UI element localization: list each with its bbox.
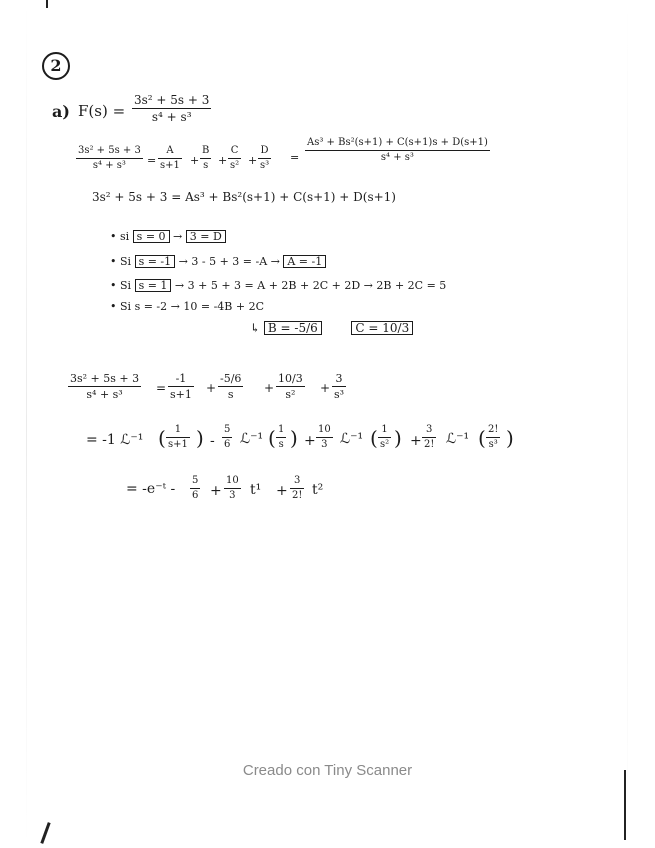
laplace-paren-close-4: ) xyxy=(506,426,514,450)
laplace-coef-4-den: 2! xyxy=(424,439,435,451)
pf-plus-3: + xyxy=(248,154,258,167)
fraction-bar xyxy=(76,158,143,159)
laplace-arg-3-den: s² xyxy=(380,439,390,451)
decomp-plus-2: + xyxy=(264,381,275,395)
laplace-op-2: ℒ⁻¹ xyxy=(240,431,264,447)
laplace-arg-3 xyxy=(378,425,391,450)
laplace-coef-3-den: 3 xyxy=(321,439,328,451)
final-coef-2-den: 3 xyxy=(229,490,236,502)
laplace-paren-open-1: ( xyxy=(158,426,166,450)
case-bullet: • xyxy=(110,300,117,313)
corner-mark-right xyxy=(624,770,626,840)
laplace-coef-2-num: 5 xyxy=(224,424,231,435)
laplace-start: = -1 ℒ⁻¹ xyxy=(86,432,144,448)
corner-mark-top xyxy=(46,0,48,8)
case-prefix: Si xyxy=(120,279,132,292)
pf-term-b xyxy=(200,146,211,171)
laplace-arg-4 xyxy=(486,425,500,450)
final-t2: t² xyxy=(312,482,324,498)
case-bullet: • xyxy=(110,279,117,292)
laplace-arg-4-den: s³ xyxy=(488,439,498,451)
case-condition: s = 1 xyxy=(135,279,172,292)
pf-rhs-denominator: s⁴ + s³ xyxy=(380,152,414,164)
pf-plus-2: + xyxy=(218,154,228,167)
fraction-bar xyxy=(305,150,490,151)
laplace-arg-2-num: 1 xyxy=(278,424,285,435)
laplace-arg-3-num: 1 xyxy=(381,424,388,435)
fraction-bar xyxy=(132,108,211,109)
laplace-plus-1: + xyxy=(304,433,316,449)
case-bullet: • xyxy=(110,255,117,268)
decomp-plus-3: + xyxy=(320,381,331,395)
decomp-equals: = xyxy=(156,381,167,395)
fraction-bar xyxy=(276,386,305,387)
function-denominator: s⁴ + s³ xyxy=(151,110,192,125)
function-numerator: 3s² + 5s + 3 xyxy=(134,93,210,107)
case-row xyxy=(110,279,446,292)
pf-term-c-den: s² xyxy=(230,160,240,172)
final-coef-3-den: 2! xyxy=(292,490,303,502)
fraction-bar xyxy=(224,488,241,489)
function-lhs: F(s) = xyxy=(78,102,126,120)
case-condition: s = -1 xyxy=(135,255,176,268)
function-fraction xyxy=(132,94,211,123)
case-work: 3 + 5 + 3 = A + 2B + 2C + 2D → 2B + 2C = 5 xyxy=(187,279,447,292)
decomp-lhs-num: 3s² + 5s + 3 xyxy=(70,372,140,385)
pf-term-b-den: s xyxy=(203,160,209,172)
final-coef-3 xyxy=(290,476,304,501)
laplace-op-3: ℒ⁻¹ xyxy=(340,431,364,447)
fraction-bar xyxy=(276,437,286,438)
pf-lhs-numerator: 3s² + 5s + 3 xyxy=(78,145,141,156)
scan-left-edge xyxy=(26,0,27,848)
decomp-term-2-den: s xyxy=(227,388,234,402)
final-coef-2-num: 10 xyxy=(226,475,239,486)
pf-term-c-num: C xyxy=(230,145,239,156)
polynomial-identity: 3s² + 5s + 3 = As³ + Bs²(s+1) + C(s+1) + D(s+1) xyxy=(92,190,396,204)
laplace-arg-1-num: 1 xyxy=(174,424,182,435)
laplace-arg-1-den: s+1 xyxy=(168,439,188,451)
laplace-paren-close-1: ) xyxy=(196,426,204,450)
pf-lhs-denominator: s⁴ + s³ xyxy=(92,160,126,172)
laplace-coef-3 xyxy=(316,425,333,450)
pf-plus-1: + xyxy=(190,154,200,167)
final-coef-2 xyxy=(224,476,241,501)
case-row xyxy=(110,301,264,312)
decomp-plus-1: + xyxy=(206,381,217,395)
final-coef-1-den: 6 xyxy=(192,490,199,502)
part-label: a) xyxy=(52,102,70,121)
final-start: = -e⁻ᵗ - xyxy=(126,481,176,497)
case-arrow: → xyxy=(173,230,183,243)
laplace-arg-1 xyxy=(166,425,190,450)
case-condition: s = -2 xyxy=(134,300,168,313)
fraction-bar xyxy=(190,488,200,489)
laplace-coef-2 xyxy=(222,425,232,450)
case-row xyxy=(110,230,226,243)
case-prefix: Si xyxy=(120,255,132,268)
decomp-term-3-num: 10/3 xyxy=(278,372,303,385)
case-row xyxy=(110,255,326,268)
laplace-coef-4-num: 3 xyxy=(426,424,433,435)
laplace-arg-4-num: 2! xyxy=(488,424,499,435)
fraction-bar xyxy=(486,437,500,438)
case-arrow: → xyxy=(170,300,180,313)
case-bullet: • xyxy=(110,230,117,243)
final-coef-1-num: 5 xyxy=(192,475,199,486)
pf-term-d-num: D xyxy=(260,145,269,156)
pf-rhs-numerator: As³ + Bs²(s+1) + C(s+1)s + D(s+1) xyxy=(307,137,488,148)
decomp-term-1-num: -1 xyxy=(175,372,187,385)
fraction-bar xyxy=(218,386,243,387)
laplace-coef-4 xyxy=(422,425,436,450)
fraction-bar xyxy=(422,437,436,438)
problem-number xyxy=(42,52,70,80)
result-arrow: ↳ xyxy=(250,321,261,335)
decomp-term-3-den: s² xyxy=(285,388,296,402)
case-arrow: → xyxy=(178,255,188,268)
decomp-term-1-den: s+1 xyxy=(170,388,192,402)
pf-equals-1: = xyxy=(147,154,157,167)
laplace-minus: - xyxy=(210,433,215,449)
pf-term-a-den: s+1 xyxy=(160,160,180,172)
laplace-op-4: ℒ⁻¹ xyxy=(446,431,470,447)
fraction-bar xyxy=(200,158,211,159)
fraction-bar xyxy=(290,488,304,489)
fraction-bar xyxy=(332,386,346,387)
laplace-coef-3-num: 10 xyxy=(318,424,331,435)
case-result: 3 = D xyxy=(186,230,226,243)
scanner-watermark: Creado con Tiny Scanner xyxy=(242,762,413,779)
case-work: 3 - 5 + 3 = -A → xyxy=(191,255,280,268)
pf-lhs-fraction xyxy=(76,146,143,171)
decomp-lhs-den: s⁴ + s³ xyxy=(86,388,123,402)
decomp-lhs xyxy=(68,373,141,400)
pf-term-a xyxy=(158,146,182,171)
laplace-paren-open-2: ( xyxy=(268,426,276,450)
final-coef-3-num: 3 xyxy=(294,475,301,486)
final-t1: t¹ xyxy=(250,482,262,498)
pf-equals-2: = xyxy=(290,151,300,164)
laplace-coef-2-den: 6 xyxy=(224,439,231,451)
laplace-paren-close-2: ) xyxy=(290,426,298,450)
pf-term-d-den: s³ xyxy=(260,160,270,172)
pf-term-d xyxy=(258,146,271,171)
case-arrow: → xyxy=(174,279,185,292)
fraction-bar xyxy=(222,437,232,438)
fraction-bar xyxy=(68,386,141,387)
case-prefix: si xyxy=(120,230,130,243)
fraction-bar xyxy=(378,437,391,438)
case-work: 10 = -4B + 2C xyxy=(183,300,264,313)
decomp-term-1 xyxy=(168,373,194,400)
final-plus-2: + xyxy=(276,483,288,499)
laplace-paren-close-3: ) xyxy=(394,426,402,450)
pf-rhs-fraction xyxy=(305,138,490,163)
c-coefficient: C = 10/3 xyxy=(351,321,413,335)
pf-term-a-num: A xyxy=(166,145,174,156)
case-prefix: Si xyxy=(120,300,132,313)
coefficient-results xyxy=(250,321,413,335)
pf-term-c xyxy=(228,146,241,171)
corner-mark-bottom xyxy=(40,822,50,844)
decomp-term-3 xyxy=(276,373,305,400)
decomp-term-4-num: 3 xyxy=(335,372,343,385)
problem-number-text: 2 xyxy=(50,56,62,75)
fraction-bar xyxy=(168,386,194,387)
case-result: A = -1 xyxy=(283,255,326,268)
laplace-paren-open-4: ( xyxy=(478,426,486,450)
decomp-term-4 xyxy=(332,373,346,400)
fraction-bar xyxy=(166,437,190,438)
b-coefficient: B = -5/6 xyxy=(264,321,322,335)
scan-right-edge xyxy=(627,0,628,848)
fraction-bar xyxy=(228,158,241,159)
decomp-term-2 xyxy=(218,373,243,400)
laplace-paren-open-3: ( xyxy=(370,426,378,450)
final-coef-1 xyxy=(190,476,200,501)
final-plus-1: + xyxy=(210,483,222,499)
laplace-plus-2: + xyxy=(410,433,422,449)
laplace-arg-2 xyxy=(276,425,286,450)
laplace-arg-2-den: s xyxy=(278,439,284,451)
decomp-term-2-num: -5/6 xyxy=(220,372,242,385)
pf-term-b-num: B xyxy=(202,145,210,156)
case-condition: s = 0 xyxy=(133,230,170,243)
fraction-bar xyxy=(316,437,333,438)
fraction-bar xyxy=(258,158,271,159)
fraction-bar xyxy=(158,158,182,159)
decomp-term-4-den: s³ xyxy=(334,388,345,402)
